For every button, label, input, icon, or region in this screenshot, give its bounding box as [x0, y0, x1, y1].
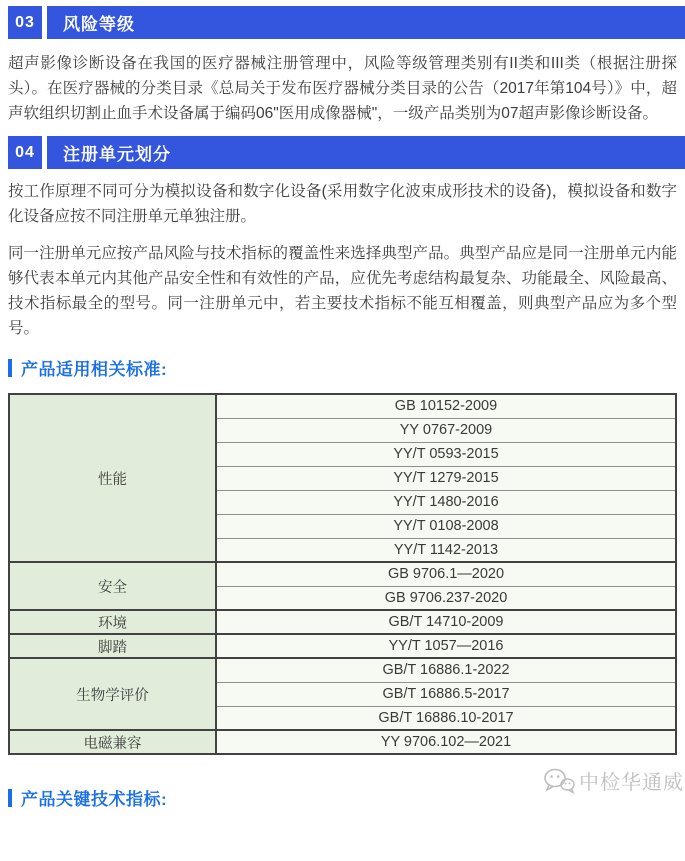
table-row — [9, 658, 676, 682]
standard-cell: YY/T 1480-2016 — [216, 490, 676, 514]
standard-cell: GB/T 16886.5-2017 — [216, 682, 676, 706]
standard-cell: YY 0767-2009 — [216, 418, 676, 442]
table-row — [9, 730, 676, 754]
standard-cell: GB 10152-2009 — [216, 394, 676, 418]
standard-cell: GB 9706.237-2020 — [216, 586, 676, 610]
standard-cell: GB 9706.1—2020 — [216, 562, 676, 586]
standard-cell: YY/T 1057—2016 — [216, 634, 676, 658]
standard-cell: GB/T 16886.1-2022 — [216, 658, 676, 682]
table-row — [9, 394, 676, 418]
category-cell: 电磁兼容 — [9, 730, 216, 754]
heading-bar-icon — [8, 359, 12, 377]
article-page — [0, 6, 685, 861]
section-03-number: 03 — [8, 6, 42, 39]
standard-cell: YY/T 1279-2015 — [216, 466, 676, 490]
category-cell: 性能 — [9, 394, 216, 562]
standard-cell: YY/T 0593-2015 — [216, 442, 676, 466]
category-cell: 生物学评价 — [9, 658, 216, 730]
standard-cell: YY/T 1142-2013 — [216, 538, 676, 562]
key-specs-heading-text: 产品关键技术指标: — [21, 790, 168, 809]
standards-heading — [8, 355, 677, 380]
key-specs-heading — [8, 785, 677, 810]
table-row — [9, 634, 676, 658]
standards-table — [8, 393, 677, 755]
standards-table-wrap — [8, 393, 677, 755]
standard-cell: YY 9706.102—2021 — [216, 730, 676, 754]
section-04-paragraph-1: 按工作原理不同可分为模拟设备和数字化设备(采用数字化波束成形技术的设备)，模拟设备和数字化设备应按不同注册单元单独注册。 — [8, 183, 677, 225]
section-04-banner — [0, 136, 685, 169]
category-cell: 环境 — [9, 610, 216, 634]
standards-heading-text: 产品适用相关标准: — [21, 360, 168, 379]
standards-table-body — [9, 394, 676, 754]
category-cell: 脚踏 — [9, 634, 216, 658]
table-row — [9, 610, 676, 634]
section-03-title: 风险等级 — [47, 6, 685, 39]
section-04-title: 注册单元划分 — [47, 136, 685, 169]
section-04-number: 04 — [8, 136, 42, 169]
section-04-paragraph-2: 同一注册单元应按产品风险与技术指标的覆盖性来选择典型产品。典型产品应是同一注册单元内能够代表本单元内其他产品安全性和有效性的产品，应优先考虑结构最复杂、功能最全、风险最高、技术指标最全的型号。同一注册单元中，若主要技术指标不能互相覆盖，则典型产品应为多个型号。 — [8, 245, 677, 337]
heading-bar-icon — [8, 789, 12, 807]
section-03-banner — [0, 6, 685, 39]
table-row — [9, 562, 676, 586]
standard-cell: GB/T 14710-2009 — [216, 610, 676, 634]
standard-cell: GB/T 16886.10-2017 — [216, 706, 676, 730]
standard-cell: YY/T 0108-2008 — [216, 514, 676, 538]
category-cell: 安全 — [9, 562, 216, 610]
section-03-paragraph: 超声影像诊断设备在我国的医疗器械注册管理中，风险等级管理类别有II类和III类（根据注册探头）。在医疗器械的分类目录《总局关于发布医疗器械分类目录的公告（2017年第104号）》中，超声软组织切割止血手术设备属于编码06"医用成像器械"，一级产品类别为07超声影像诊断设备。 — [8, 55, 677, 122]
watermark-text: 中检华通威 — [579, 772, 684, 794]
